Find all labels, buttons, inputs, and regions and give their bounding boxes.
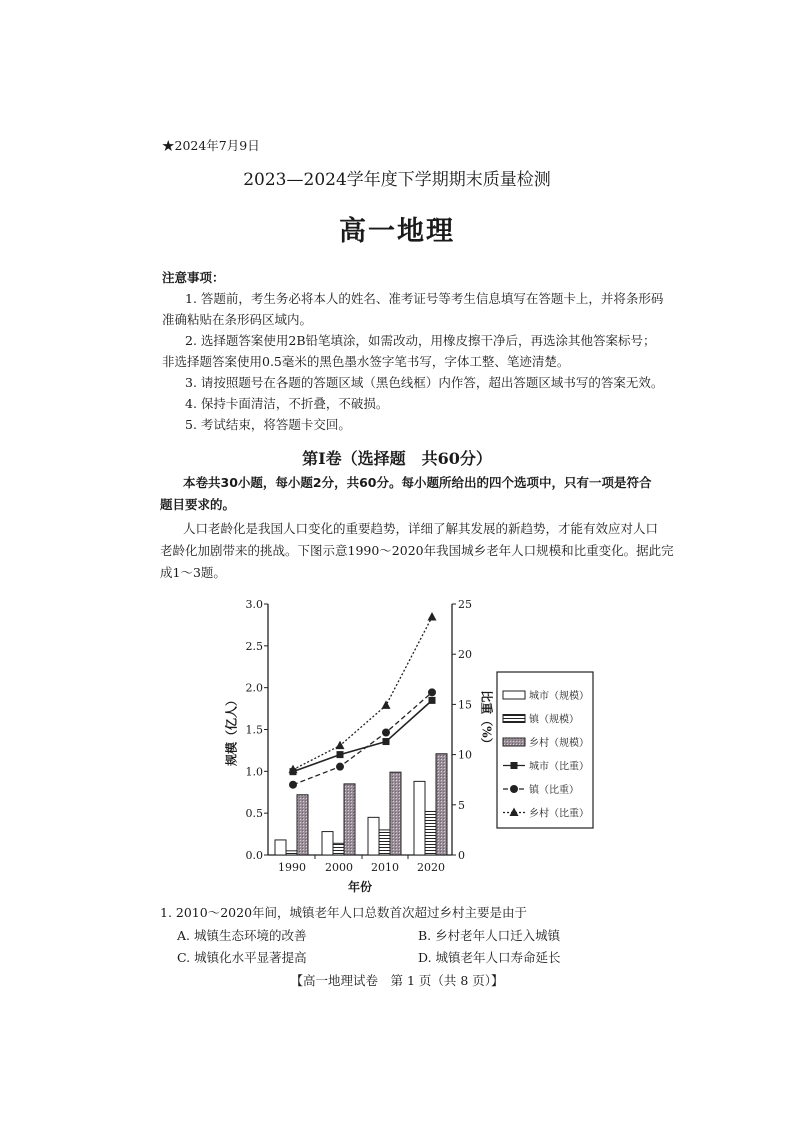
- notice-line: 4. 保持卡面清洁，不折叠，不破损。: [185, 396, 389, 411]
- bar-2020-s2: [436, 754, 447, 855]
- option-c: C. 城镇化水平显著提高: [177, 950, 307, 965]
- legend-label: 镇（比重）: [529, 785, 579, 796]
- bar-2010-s0: [368, 817, 379, 855]
- point-2010-s1: [382, 729, 390, 737]
- legend-label: 城市（比重）: [529, 761, 589, 773]
- line-series-2: [293, 617, 432, 770]
- question-stem: 1. 2010～2020年间，城镇老年人口总数首次超过乡村主要是由于: [160, 905, 528, 920]
- y-tick-label: 1.5: [245, 723, 263, 737]
- bar-2000-s0: [322, 832, 333, 855]
- x-tick-label: 2010: [371, 861, 399, 874]
- notice-line: 2. 选择题答案使用2B铅笔填涂，如需改动，用橡皮擦干净后，再选涂其他答案标号；: [185, 333, 656, 348]
- point-2020-s1: [428, 688, 436, 696]
- legend-swatch: [503, 691, 525, 699]
- bar-2010-s2: [390, 772, 401, 855]
- exam-date: ★2024年7月9日: [162, 138, 260, 153]
- y2-tick-label: 0: [458, 849, 465, 862]
- passage-line: 人口老龄化是我国人口变化的重要趋势，详细了解其发展的新趋势，才能有效应对人口: [183, 521, 659, 536]
- section-heading: 第Ⅰ卷（选择题 共60分）: [302, 449, 492, 468]
- option-d: D. 城镇老年人口寿命延长: [418, 950, 561, 965]
- chart-legend: [497, 672, 593, 828]
- page-title: 高一地理: [339, 216, 455, 247]
- point-2020-s2: [428, 612, 437, 621]
- page-footer: 【高一地理试卷 第 1 页（共 8 页）】: [290, 973, 504, 988]
- y-tick-label: 0.5: [245, 807, 263, 821]
- point-2000-s0: [337, 751, 344, 758]
- y-tick-label: 2.5: [245, 639, 263, 653]
- legend-label: 镇（规模）: [529, 714, 579, 726]
- y2-axis-label: 比重（%）: [479, 690, 494, 750]
- legend-swatch: [503, 738, 525, 746]
- passage-line: 老龄化加剧带来的挑战。下图示意1990～2020年我国城乡老年人口规模和比重变化。据此完: [160, 543, 674, 558]
- notice-line: 准确粘贴在条形码区域内。: [162, 312, 313, 327]
- legend-marker: [510, 785, 518, 793]
- notice-line: 1. 答题前，考生务必将本人的姓名、准考证号等考生信息填写在答题卡上，并将条形码: [185, 291, 664, 306]
- x-axis-label: 年份: [347, 880, 373, 894]
- bar-1990-s2: [297, 795, 308, 855]
- point-2000-s1: [336, 763, 344, 771]
- point-2000-s2: [336, 741, 345, 750]
- point-2010-s0: [383, 738, 390, 745]
- legend-label: 城市（规模）: [529, 691, 589, 702]
- y2-tick-label: 5: [458, 798, 465, 812]
- legend-label: 乡村（比重）: [529, 808, 589, 820]
- y-axis-label: 规模（亿人）: [224, 693, 239, 767]
- option-a: A. 城镇生态环境的改善: [177, 928, 307, 943]
- bar-1990-s0: [275, 840, 286, 855]
- bar-2000-s2: [344, 784, 355, 855]
- bar-2000-s1: [333, 843, 344, 855]
- x-tick-label: 2020: [417, 861, 445, 874]
- section-instructions: 本卷共30小题，每小题2分，共60分。每小题所给出的四个选项中，只有一项是符合: [183, 475, 652, 490]
- notice-line: 5. 考试结束，将答题卡交回。: [185, 417, 351, 432]
- y-tick-label: 0.0: [245, 849, 263, 862]
- x-tick-label: 2000: [325, 861, 353, 874]
- y2-tick-label: 25: [458, 598, 472, 611]
- notice-heading: 注意事项：: [162, 270, 225, 285]
- y2-tick-label: 10: [458, 748, 472, 762]
- point-1990-s1: [289, 781, 297, 789]
- y-tick-label: 3.0: [245, 598, 263, 611]
- legend-label: 乡村（规模）: [529, 738, 589, 749]
- y-tick-label: 1.0: [245, 765, 263, 779]
- line-series-1: [293, 692, 432, 784]
- section-instructions: 题目要求的。: [160, 497, 236, 512]
- point-2020-s0: [429, 697, 436, 704]
- point-2010-s2: [382, 700, 391, 709]
- y2-tick-label: 15: [458, 698, 472, 712]
- option-b: B. 乡村老年人口迁入城镇: [418, 928, 561, 943]
- bar-2010-s1: [379, 830, 390, 855]
- exam-name: 2023—2024学年度下学期期末质量检测: [243, 170, 551, 190]
- notice-line: 3. 请按照题号在各题的答题区域（黑色线框）内作答，超出答题区域书写的答案无效。: [185, 375, 664, 390]
- legend-marker: [511, 762, 518, 769]
- bar-2020-s1: [425, 811, 436, 855]
- passage-line: 成1～3题。: [160, 565, 226, 580]
- bar-1990-s1: [286, 851, 297, 855]
- y2-tick-label: 20: [458, 648, 472, 662]
- x-tick-label: 1990: [278, 861, 306, 874]
- bar-2020-s0: [414, 781, 425, 855]
- notice-line: 非选择题答案使用0.5毫米的黑色墨水签字笔书写，字体工整、笔迹清楚。: [162, 354, 570, 369]
- y-tick-label: 2.0: [245, 681, 263, 695]
- legend-swatch: [503, 715, 525, 723]
